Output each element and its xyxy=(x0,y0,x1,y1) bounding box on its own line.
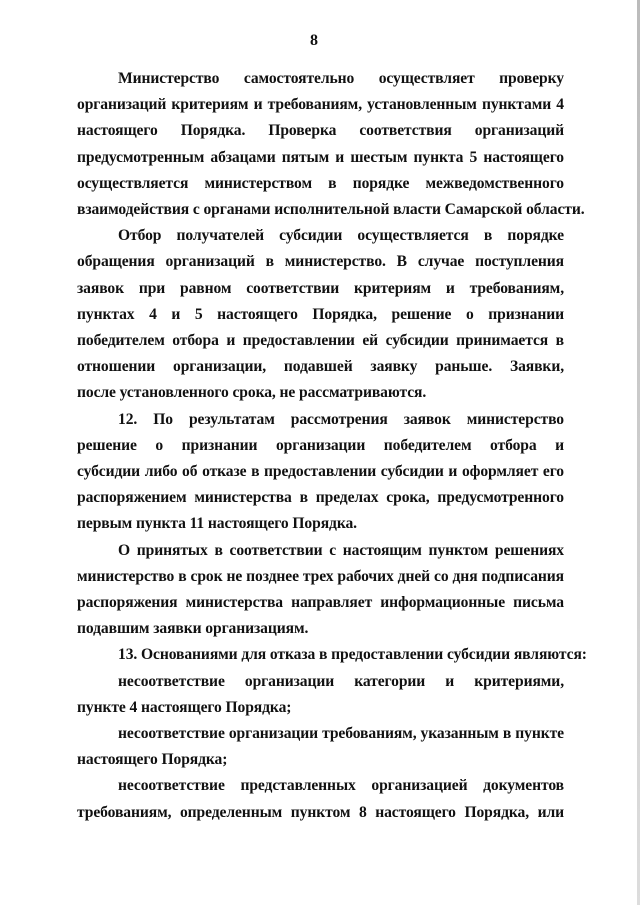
text-line: осуществляется министерством в порядке межведомственного xyxy=(77,174,564,192)
text-line: Отбор получателей субсидии осуществляется в порядке xyxy=(118,227,564,245)
text-line: пунктах 4 и 5 настоящего Порядка, решение о признании xyxy=(77,305,564,323)
text-line: взаимодействия с органами исполнительной власти Самарской области. xyxy=(77,201,585,218)
text-line: первым пункта 11 настоящего Порядка. xyxy=(77,515,357,533)
text-line: несоответствие организации требованиям, указанным в пункте xyxy=(118,725,564,742)
text-line: несоответствие организации категории и критериями, xyxy=(118,672,564,690)
text-line: распоряжением министерства в пределах срока, предусмотренного xyxy=(77,489,564,507)
text-line: требованиям, определенным пунктом 8 настоящего Порядка, или xyxy=(77,803,564,821)
page-number: 8 xyxy=(310,32,318,49)
text-line: после установленного срока, не рассматриваются. xyxy=(77,384,427,402)
text-line: предусмотренным абзацами пятым и шестым пункта 5 настоящего xyxy=(77,148,564,166)
text-line: решение о признании организации победителем отбора и xyxy=(77,436,564,454)
text-line: пункте 4 настоящего Порядка; xyxy=(77,698,292,716)
text-line: субсидии либо об отказе в предоставлении субсидии и оформляет его xyxy=(77,463,564,480)
text-line: победителем отбора и предоставлении ей субсидии принимается в xyxy=(77,332,564,349)
text-line: подавшим заявки организациям. xyxy=(77,620,309,638)
text-line: заявок при равном соответствии критериям и требованиям, xyxy=(77,279,564,297)
text-line: распоряжения министерства направляет информационные письма xyxy=(77,594,564,611)
text-line: 13. Основаниями для отказа в предоставлении субсидии являются: xyxy=(118,646,587,664)
text-line: настоящего Порядка. Проверка соответствия организаций xyxy=(77,122,564,140)
text-line: министерство в срок не позднее трех рабочих дней со дня подписания xyxy=(77,567,564,585)
text-line: настоящего Порядка; xyxy=(77,751,228,769)
text-line: обращения организаций в министерство. В случае поступления xyxy=(77,253,564,271)
text-line: организаций критериям и требованиям, установленным пунктами 4 xyxy=(77,96,564,114)
text-line: Министерство самостоятельно осуществляет проверку xyxy=(118,70,564,87)
text-line: 12. По результатам рассмотрения заявок министерство xyxy=(118,410,564,428)
text-line: О принятых в соответствии с настоящим пунктом решениях xyxy=(118,541,564,559)
text-line: отношении организации, подавшей заявку раньше. Заявки, xyxy=(77,358,564,376)
text-line: несоответствие представленных организацией документов xyxy=(118,777,564,795)
